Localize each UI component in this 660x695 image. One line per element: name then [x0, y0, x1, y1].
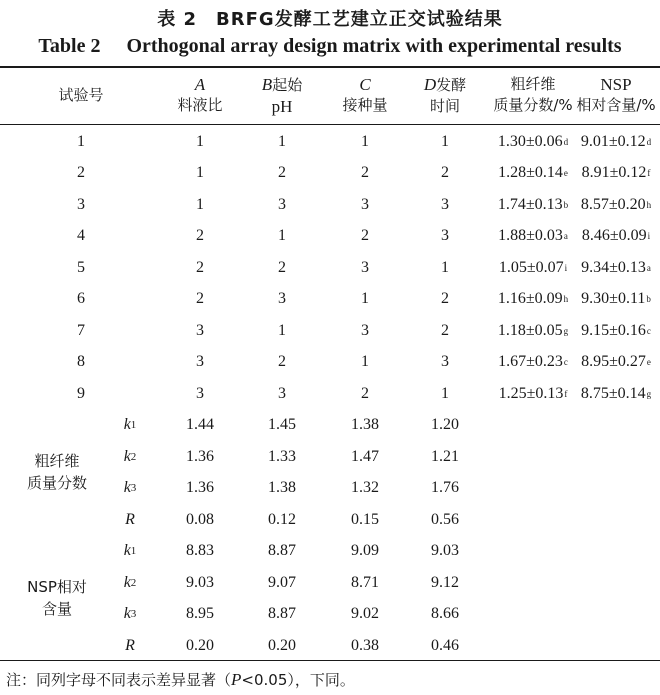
nsp-result-significance: g	[646, 388, 652, 399]
factor-c-level: 1	[361, 353, 369, 371]
fiber-result-value: 1.16±0.09	[497, 290, 563, 308]
stat-value-d: 9.12	[431, 573, 459, 591]
group-fiber-line1: 粗纤维	[34, 452, 80, 470]
group-label-nsp	[12, 576, 102, 620]
stat-symbol-subscript: 1	[130, 419, 137, 432]
table-footnote	[6, 669, 355, 690]
stat-symbol	[112, 567, 148, 599]
factor-d-level: 3	[441, 227, 449, 245]
factor-a-level: 1	[196, 195, 204, 213]
nsp-result-significance: a	[646, 262, 651, 273]
group-label-fiber	[12, 450, 102, 494]
fiber-result-significance: e	[563, 168, 568, 179]
header-rule	[0, 124, 660, 125]
factor-c-level: 2	[361, 384, 369, 402]
stat-value-b: 0.20	[268, 636, 296, 654]
header-c-letter: C	[359, 75, 371, 94]
nsp-result-value: 9.15±0.16	[581, 321, 646, 339]
group-fiber-line2: 质量分数	[26, 474, 87, 492]
factor-d-level: 2	[441, 321, 449, 339]
fiber-result-significance: i	[564, 262, 568, 273]
factor-b-level: 2	[278, 258, 286, 276]
nsp-result-significance: h	[646, 199, 652, 210]
stat-value-a: 8.95	[186, 605, 214, 623]
factor-c-level: 3	[361, 321, 369, 339]
stat-value-a: 1.36	[186, 479, 214, 497]
nsp-result-value: 8.75±0.14	[580, 384, 646, 402]
fiber-result-value: 1.88±0.03	[498, 227, 563, 245]
fiber-result-value: 1.05±0.07	[498, 258, 564, 276]
fiber-result-value: 1.25±0.13	[498, 384, 564, 402]
nsp-result-value: 9.01±0.12	[580, 132, 646, 150]
factor-b-level: 3	[278, 290, 286, 308]
fiber-result-significance: b	[563, 199, 569, 210]
fiber-result-value: 1.18±0.05	[497, 321, 563, 339]
stat-value-c: 0.15	[351, 510, 379, 528]
group-nsp-line2: 含量	[41, 600, 72, 618]
table-title-en	[0, 35, 660, 58]
stat-value-d: 0.46	[431, 636, 459, 654]
header-a-name: 料液比	[177, 96, 223, 114]
stat-symbol-subscript: 1	[130, 545, 137, 558]
fiber-result	[489, 189, 577, 221]
header-fiber	[489, 74, 577, 116]
factor-b-level: 3	[278, 195, 286, 213]
header-factor-b	[242, 74, 322, 117]
stat-value-a: 0.20	[186, 636, 214, 654]
stat-symbol-subscript: 3	[130, 482, 137, 495]
factor-a-level: 3	[196, 353, 204, 371]
factor-a-level: 2	[196, 227, 204, 245]
nsp-result-significance: d	[646, 136, 652, 147]
trial-number: 9	[77, 384, 85, 402]
stat-symbol-subscript: 2	[130, 576, 137, 589]
header-d-letter: D	[423, 75, 437, 94]
trial-number: 7	[77, 321, 85, 339]
nsp-result-significance: c	[646, 325, 651, 336]
nsp-result	[572, 315, 660, 347]
stat-symbol	[112, 441, 148, 473]
factor-d-level: 2	[441, 290, 449, 308]
stat-value-c: 9.02	[351, 605, 379, 623]
stat-value-c: 8.71	[351, 573, 379, 591]
header-fiber-line2: 质量分数/%	[493, 96, 573, 114]
fiber-result	[489, 158, 577, 190]
stat-value-a: 9.03	[186, 573, 214, 591]
header-a-letter: A	[194, 75, 206, 94]
stat-value-d: 1.76	[431, 479, 459, 497]
footnote-p-symbol: P	[231, 670, 242, 689]
fiber-result-significance: g	[563, 325, 569, 336]
header-trial: 试验号	[58, 86, 104, 104]
nsp-result-value: 9.34±0.13	[581, 258, 646, 276]
stat-symbol-letter: k	[123, 479, 131, 497]
stat-symbol	[112, 473, 148, 505]
nsp-result-significance: e	[646, 357, 651, 368]
stat-value-a: 0.08	[186, 510, 214, 528]
nsp-result	[572, 189, 660, 221]
nsp-result-value: 8.95±0.27	[581, 353, 646, 371]
stat-symbol-letter: k	[123, 416, 131, 434]
nsp-result	[572, 347, 660, 379]
stat-value-b: 1.45	[268, 416, 296, 434]
fiber-result	[489, 126, 577, 158]
factor-c-level: 3	[361, 258, 369, 276]
stat-value-d: 1.20	[431, 416, 459, 434]
fiber-result-value: 1.74±0.13	[497, 195, 563, 213]
top-rule	[0, 66, 660, 68]
factor-c-level: 2	[361, 227, 369, 245]
stat-symbol	[112, 599, 148, 631]
fiber-result-value: 1.67±0.23	[498, 353, 563, 371]
group-nsp-line1: NSP相对	[27, 578, 87, 596]
nsp-result	[572, 158, 660, 190]
stat-value-b: 8.87	[268, 542, 296, 560]
nsp-result	[572, 252, 660, 284]
fiber-result	[489, 284, 577, 316]
stat-value-b: 9.07	[268, 573, 296, 591]
stat-symbol-letter: R	[125, 636, 135, 654]
stat-symbol-letter: k	[123, 447, 131, 465]
stat-symbol	[112, 630, 148, 662]
factor-c-level: 1	[361, 132, 369, 150]
fiber-result-significance: h	[563, 294, 569, 305]
factor-b-level: 1	[278, 321, 286, 339]
stat-symbol	[112, 536, 148, 568]
header-c-name: 接种量	[342, 96, 388, 114]
header-b-name: 起始	[272, 76, 303, 94]
fiber-result-value: 1.30±0.06	[497, 132, 563, 150]
stat-symbol	[112, 504, 148, 536]
fiber-result-significance: c	[563, 357, 568, 368]
stat-value-a: 1.36	[186, 447, 214, 465]
factor-a-level: 1	[196, 132, 204, 150]
stat-value-d: 0.56	[431, 510, 459, 528]
stat-value-c: 1.47	[351, 447, 379, 465]
stat-value-c: 0.38	[351, 636, 379, 654]
factor-a-level: 1	[196, 164, 204, 182]
factor-d-level: 1	[441, 384, 449, 402]
stat-value-b: 0.12	[268, 510, 296, 528]
table-caption-en: Orthogonal array design matrix with experimental results	[126, 35, 622, 57]
stat-symbol-letter: k	[123, 542, 131, 560]
fiber-result-significance: a	[563, 231, 568, 242]
footnote-prefix: 注：同列字母不同表示差异显著（	[6, 671, 232, 689]
trial-number: 2	[77, 164, 85, 182]
factor-d-level: 1	[441, 258, 449, 276]
header-factor-c	[325, 74, 405, 116]
nsp-result-significance: f	[647, 168, 651, 179]
header-nsp-line1: NSP	[600, 75, 632, 94]
factor-c-level: 3	[361, 195, 369, 213]
stat-symbol-subscript: 2	[130, 450, 137, 463]
fiber-result	[489, 315, 577, 347]
factor-b-level: 3	[278, 384, 286, 402]
factor-d-level: 3	[441, 353, 449, 371]
fiber-result	[489, 378, 577, 410]
factor-d-level: 2	[441, 164, 449, 182]
header-fiber-line1: 粗纤维	[510, 75, 556, 93]
nsp-result-significance: b	[646, 294, 651, 305]
footnote-p-condition: <0.05	[241, 671, 288, 689]
nsp-result	[572, 221, 660, 253]
fiber-result-value: 1.28±0.14	[498, 164, 563, 182]
trial-number: 5	[77, 258, 85, 276]
footnote-suffix: ），下同。	[287, 671, 355, 689]
stat-value-a: 8.83	[186, 542, 214, 560]
header-nsp-line2: 相对含量/%	[576, 96, 656, 114]
stat-value-d: 1.21	[431, 447, 459, 465]
stat-value-c: 1.38	[351, 416, 379, 434]
stat-value-d: 8.66	[431, 605, 459, 623]
trial-number: 3	[77, 195, 85, 213]
nsp-result	[572, 378, 660, 410]
factor-a-level: 3	[196, 384, 204, 402]
stat-value-c: 1.32	[351, 479, 379, 497]
factor-a-level: 2	[196, 290, 204, 308]
stat-value-d: 9.03	[431, 542, 459, 560]
trial-number: 6	[77, 290, 85, 308]
factor-d-level: 1	[441, 132, 449, 150]
factor-b-level: 1	[278, 132, 286, 150]
factor-a-level: 3	[196, 321, 204, 339]
nsp-result-value: 8.46±0.09	[581, 227, 647, 245]
stat-symbol	[112, 410, 148, 442]
stat-value-b: 1.38	[268, 479, 296, 497]
header-factor-a	[160, 74, 240, 116]
nsp-result-value: 8.57±0.20	[580, 195, 646, 213]
header-d-name2: 时间	[429, 97, 460, 115]
header-factor-d	[405, 74, 485, 117]
stat-value-a: 1.44	[186, 416, 214, 434]
stat-value-b: 8.87	[268, 605, 296, 623]
trial-number: 1	[77, 132, 85, 150]
stat-value-b: 1.33	[268, 447, 296, 465]
trial-number: 8	[77, 353, 85, 371]
factor-c-level: 1	[361, 290, 369, 308]
nsp-result	[572, 126, 660, 158]
fiber-result	[489, 252, 577, 284]
stat-symbol-letter: k	[123, 605, 131, 623]
header-b-letter: B	[261, 75, 273, 94]
factor-c-level: 2	[361, 164, 369, 182]
factor-a-level: 2	[196, 258, 204, 276]
table-title-cn: 表 2 BRFG发酵工艺建立正交试验结果	[157, 9, 503, 30]
nsp-result	[572, 284, 660, 316]
stat-symbol-letter: R	[125, 510, 135, 528]
nsp-result-value: 8.91±0.12	[581, 164, 647, 182]
stat-symbol-letter: k	[123, 573, 131, 591]
fiber-result-significance: f	[564, 388, 568, 399]
header-d-name: 发酵	[436, 76, 467, 94]
trial-number: 4	[77, 227, 85, 245]
table-label-en: Table 2	[38, 35, 101, 57]
stat-value-c: 9.09	[351, 542, 379, 560]
factor-b-level: 1	[278, 227, 286, 245]
stat-symbol-subscript: 3	[130, 608, 137, 621]
factor-d-level: 3	[441, 195, 449, 213]
fiber-result-significance: d	[563, 136, 569, 147]
header-b-unit: pH	[271, 97, 293, 116]
header-nsp	[572, 74, 660, 116]
factor-b-level: 2	[278, 353, 286, 371]
fiber-result	[489, 221, 577, 253]
nsp-result-significance: i	[647, 231, 651, 242]
nsp-result-value: 9.30±0.11	[581, 290, 646, 308]
factor-b-level: 2	[278, 164, 286, 182]
fiber-result	[489, 347, 577, 379]
